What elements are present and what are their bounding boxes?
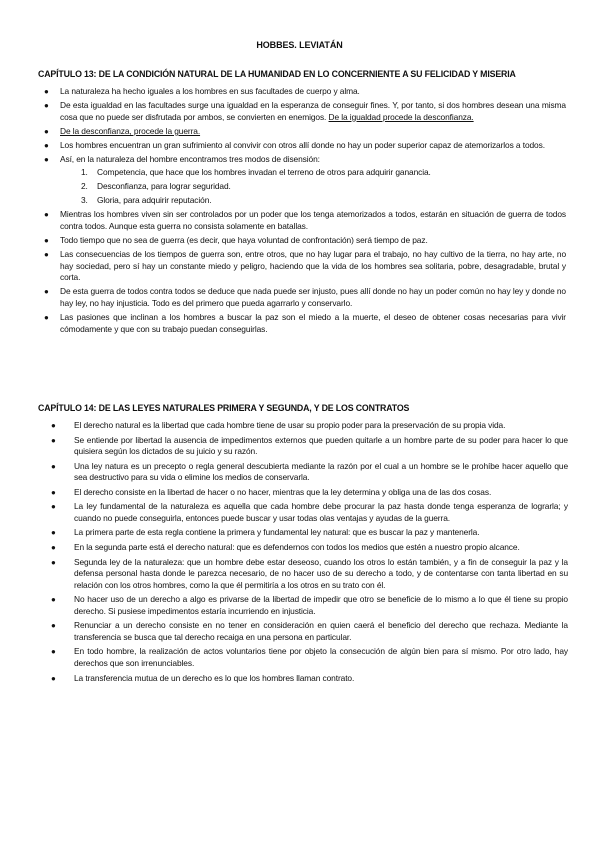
bullet-icon: ● bbox=[44, 210, 49, 220]
item-number: 1. bbox=[81, 166, 88, 177]
list-item bbox=[44, 286, 566, 309]
list-item-text: Los hombres encuentran un gran sufrimiento al convivir con otros allí donde no hay un poder superior capaz de atemorizarlos a todos. bbox=[60, 140, 545, 151]
list-item bbox=[51, 594, 568, 617]
list-item-text: Así, en la naturaleza del hombre encontramos tres modos de disensión: bbox=[60, 154, 320, 165]
bullet-icon: ● bbox=[44, 141, 49, 151]
list-item bbox=[44, 249, 566, 284]
bullet-icon: ● bbox=[51, 421, 56, 430]
bullet-icon: ● bbox=[44, 126, 49, 136]
chapter-13-bullet-list bbox=[44, 86, 566, 338]
bullet-icon: ● bbox=[44, 101, 49, 111]
bullet-icon: ● bbox=[51, 673, 56, 683]
list-item bbox=[51, 556, 568, 592]
chapter-14-bullet-list bbox=[51, 420, 568, 687]
list-item bbox=[51, 620, 568, 643]
list-item-text: Todo tiempo que no sea de guerra (es decir, que haya voluntad de confrontación) será tiempo de paz. bbox=[60, 235, 428, 245]
list-item-text: Se entiende por libertad la ausencia de impedimentos externos que pueden quitarle a un hombre parte de su poder para hacer lo que quisiera según los dictados de su juicio y su razón. bbox=[74, 434, 568, 457]
list-item-text: Las consecuencias de los tiempos de guerra son, entre otros, que no hay lugar para el trabajo, no hay cultivo de la tierra, no hay arte, no hay sociedad, pero sí hay un constante miedo y peligro, haciendo que la vida de los hombres sea solitaria, pobre, desagradable, brutal y corta. bbox=[60, 249, 566, 283]
dissension-modes-list bbox=[60, 167, 566, 207]
numbered-item bbox=[60, 195, 566, 207]
numbered-item bbox=[60, 181, 566, 193]
list-item bbox=[51, 542, 568, 554]
chapter-14-heading: CAPÍTULO 14: DE LAS LEYES NATURALES PRIMERA Y SEGUNDA, Y DE LOS CONTRATOS bbox=[38, 403, 410, 413]
numbered-item-text: Gloria, para adquirir reputación. bbox=[97, 195, 212, 206]
numbered-item bbox=[60, 167, 566, 179]
list-item bbox=[51, 672, 568, 685]
bullet-icon: ● bbox=[44, 287, 49, 297]
bullet-icon: ● bbox=[51, 487, 56, 497]
list-item-text: En todo hombre, la realización de actos voluntarios tiene por objeto la consecución de algún bien para sí mismo. Por otro lado, hay derechos que son irrenunciables. bbox=[74, 646, 568, 668]
item-number: 3. bbox=[81, 195, 88, 206]
list-item bbox=[44, 154, 566, 206]
list-item-text: Renunciar a un derecho consiste en no tener en consideración en quien caerá el beneficio del derecho que rechaza. Mediante la transferencia se busca que tal derecho recaiga en una persona en particular. bbox=[74, 620, 568, 642]
bullet-icon: ● bbox=[44, 250, 49, 260]
bullet-icon: ● bbox=[51, 528, 56, 538]
list-item bbox=[44, 312, 566, 335]
bullet-icon: ● bbox=[44, 236, 49, 245]
list-item-text: De esta igualdad en las facultades surge una igualdad en la esperanza de conseguir fines. Y, por tanto, si dos hombres desean una misma cosa que no puede ser disfrutada por ambos, se convierten en enemigos. bbox=[60, 100, 566, 122]
bullet-icon: ● bbox=[44, 313, 49, 323]
list-item-text: Segunda ley de la naturaleza: que un hombre debe estar deseoso, cuando los otros lo están también, y a fin de conseguir la paz y la defensa personal hasta donde le parezca necesario, de no hacer uso de su derecho a todo, y de contentarse con tanta libertad en su relación con los otros hombres, como la que él permitiría a los otros en su trato con él. bbox=[74, 556, 568, 590]
list-item bbox=[51, 646, 568, 669]
bullet-icon: ● bbox=[51, 543, 56, 553]
list-item-text: De esta guerra de todos contra todos se deduce que nada puede ser injusto, pues allí donde no hay un poder común no hay ley y donde no hay ley, no hay injusticia. Todo es del primero que pueda agarrarlo y conservarlo. bbox=[60, 286, 566, 308]
list-item-text: Mientras los hombres viven sin ser controlados por un poder que los tenga atemorizados a todos, estarán en situación de guerra de todos contra todos. Aunque esta guerra no consista solamente en batallas. bbox=[60, 209, 566, 231]
list-item bbox=[51, 434, 568, 458]
list-item bbox=[44, 125, 566, 138]
bullet-icon: ● bbox=[51, 557, 56, 567]
document-title: HOBBES. LEVIATÁN bbox=[256, 40, 343, 50]
list-item bbox=[51, 486, 568, 499]
chapter-13-heading: CAPÍTULO 13: DE LA CONDICIÓN NATURAL DE LA HUMANIDAD EN LO CONCERNIENTE A SU FELICIDAD Y MISERIA bbox=[38, 69, 516, 79]
list-item bbox=[44, 140, 566, 152]
underlined-phrase: De la desconfianza, procede la guerra. bbox=[60, 125, 201, 136]
list-item bbox=[44, 209, 566, 232]
list-item bbox=[44, 86, 566, 98]
list-item-text: Una ley natura es un precepto o regla general descubierta mediante la razón por el cual a un hombre se le prohíbe hacer aquello que sea destructivo para su vida o elimine los medios de conservarla. bbox=[74, 460, 568, 483]
list-item-text: La transferencia mutua de un derecho es lo que los hombres llaman contrato. bbox=[74, 672, 355, 683]
bullet-icon: ● bbox=[44, 155, 49, 165]
bullet-icon: ● bbox=[51, 502, 56, 512]
underlined-phrase: De la igualdad procede la desconfianza. bbox=[328, 111, 474, 122]
list-item bbox=[44, 100, 566, 123]
list-item-text: La naturaleza ha hecho iguales a los hombres en sus facultades de cuerpo y alma. bbox=[60, 86, 360, 96]
list-item-text: Las pasiones que inclinan a los hombres a buscar la paz son el miedo a la muerte, el deseo de obtener cosas necesarias para vivir cómodamente y que con su trabajo puedan conseguirlas. bbox=[60, 312, 566, 334]
bullet-icon: ● bbox=[51, 595, 56, 605]
list-item bbox=[51, 460, 568, 484]
bullet-icon: ● bbox=[51, 461, 56, 471]
item-number: 2. bbox=[81, 180, 88, 191]
list-item bbox=[51, 527, 568, 539]
list-item bbox=[44, 235, 566, 247]
numbered-item-text: Desconfianza, para lograr seguridad. bbox=[97, 180, 231, 191]
bullet-icon: ● bbox=[44, 87, 49, 96]
bullet-icon: ● bbox=[51, 435, 56, 445]
list-item-text: En la segunda parte está el derecho natural: que es defendernos con todos los medios que estén a nuestro propio alcance. bbox=[74, 542, 520, 553]
list-item-text: El derecho consiste en la libertad de hacer o no hacer, mientras que la ley determina y obliga una de las dos cosas. bbox=[74, 486, 492, 497]
list-item bbox=[51, 420, 568, 432]
list-item-text: La primera parte de esta regla contiene la primera y fundamental ley natural: que es buscar la paz y mantenerla. bbox=[74, 527, 480, 538]
list-item-text: La ley fundamental de la naturaleza es aquella que cada hombre debe procurar la paz hasta donde tenga esperanza de lograrla; y cuando no puede conseguirla, entonces puede buscar y usar todas olas ventajas y ayudas de la guerra. bbox=[74, 501, 568, 523]
list-item-text: El derecho natural es la libertad que cada hombre tiene de usar su propio poder para la preservación de su propia vida. bbox=[74, 420, 506, 430]
numbered-item-text: Competencia, que hace que los hombres invadan el terreno de otros para adquirir ganancia. bbox=[97, 166, 431, 177]
bullet-icon: ● bbox=[51, 621, 56, 631]
list-item bbox=[51, 501, 568, 524]
list-item-text: No hacer uso de un derecho a algo es privarse de la libertad de impedir que otro se beneficie de lo mismo a lo que él tiene su propio derecho. Si pusiese impedimentos estaría incurriendo en injusticia. bbox=[74, 594, 568, 616]
bullet-icon: ● bbox=[51, 647, 56, 657]
